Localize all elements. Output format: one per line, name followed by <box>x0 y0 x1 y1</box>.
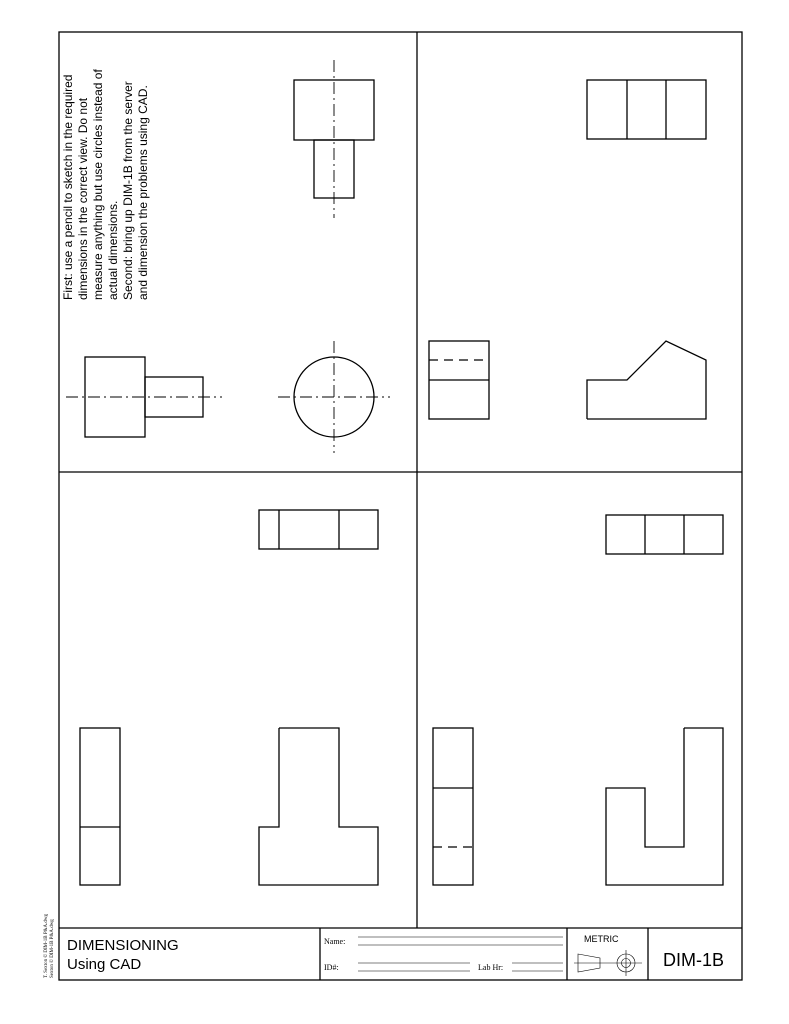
drawing-number: DIM-1B <box>663 950 725 970</box>
p4-front-view <box>606 728 723 885</box>
title-line-1: DIMENSIONING <box>67 937 179 954</box>
p2-front-view <box>587 341 706 419</box>
id-label: ID#: <box>324 963 339 972</box>
name-label: Name: <box>324 937 346 946</box>
projection-symbol-icon <box>574 950 642 976</box>
problem-2-views <box>429 80 706 419</box>
svg-text:Sexton © DIM-1B P&A.dwg: Sexton © DIM-1B P&A.dwg <box>50 919 55 978</box>
margin-file-note <box>43 914 55 978</box>
svg-text:and dimension the problems usi: and dimension the problems using CAD. <box>136 85 150 300</box>
lab-hr-label: Lab Hr: <box>478 963 504 972</box>
svg-text:T. Sexton © DIM-1B P&A.dwg: T. Sexton © DIM-1B P&A.dwg <box>44 914 49 978</box>
svg-text:actual dimensions.: actual dimensions. <box>106 200 120 300</box>
p3-front-view <box>259 728 378 885</box>
title-line-2: Using CAD <box>67 956 142 973</box>
p1-side-view <box>278 341 390 453</box>
p3-top-view <box>259 510 378 549</box>
svg-text:First: use a pencil to sketch: First: use a pencil to sketch in the required <box>61 74 75 300</box>
svg-text:measure anything but use circl: measure anything but use circles instead of <box>91 69 105 300</box>
problem-1-cylinder-views <box>61 60 390 453</box>
p4-top-view <box>606 515 723 554</box>
p2-top-view <box>587 80 706 139</box>
sheet-border <box>59 32 742 980</box>
p2-side-view <box>429 341 489 419</box>
problem-3-views <box>80 510 378 885</box>
instructions-text <box>61 69 150 300</box>
p3-side-view <box>80 728 120 885</box>
title-block <box>67 928 724 980</box>
p1-front-view <box>66 357 222 437</box>
p4-side-view <box>433 728 473 885</box>
p1-top-view <box>294 60 374 218</box>
problem-4-views <box>433 515 723 885</box>
svg-text:dimensions in the correct view: dimensions in the correct view. Do not <box>76 97 90 300</box>
svg-text:Second: bring up DIM-1B from t: Second: bring up DIM-1B from the server <box>121 81 135 300</box>
units-label: METRIC <box>584 934 619 944</box>
